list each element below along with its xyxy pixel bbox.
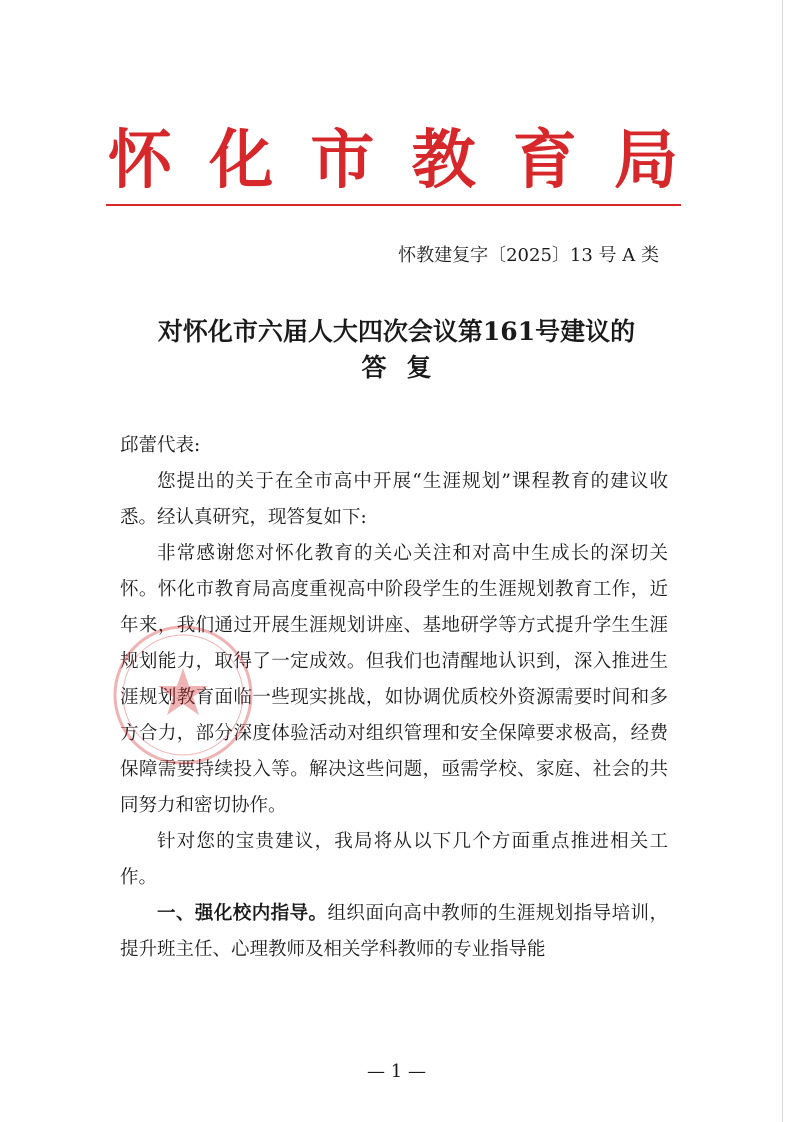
paragraph-3: 针对您的宝贵建议，我局将从以下几个方面重点推进相关工作。 xyxy=(120,831,668,888)
title-line-1: 对怀化市六届人大四次会议第161号建议的 xyxy=(157,317,636,346)
masthead-char: 化 xyxy=(209,124,274,198)
section-text: 组织面向高中教师的生涯规划指导培训，提升班主任、心理教师及相关学科教师的专业指导能 xyxy=(120,903,668,960)
section-heading: 一、强化校内指导。 xyxy=(157,903,328,924)
salutation: 邱蕾代表: xyxy=(120,435,201,456)
letter-body xyxy=(120,428,668,968)
agency-masthead xyxy=(108,118,678,204)
title-line-2: 答复 xyxy=(361,353,452,382)
red-divider-line xyxy=(106,204,681,206)
paragraph-2: 非常感谢您对怀化教育的关心关注和对高中生成长的深切关怀。怀化市教育局高度重视高中阶段学生的生涯规划教育工作，近年来，我们通过开展生涯规划讲座、基地研学等方式提升学生生涯规划能力，取得了一定成效。但我们也清醒地认识到，深入推进生涯规划教育面临一些现实挑战，如协调优质校外资源需要时间和多方合力，部分深度体验活动对组织管理和安全保障要求极高，经费保障需要持续投入等。解决这些问题，亟需学校、家庭、社会的共同努力和密切协作。 xyxy=(120,543,668,816)
paragraph-1: 您提出的关于在全市高中开展“生涯规划”课程教育的建议收悉。经认真研究，现答复如下: xyxy=(120,471,668,528)
masthead-char: 市 xyxy=(310,124,375,198)
masthead-char: 怀 xyxy=(108,124,172,198)
paragraph-4 xyxy=(120,896,668,968)
masthead-char: 育 xyxy=(512,124,577,198)
document-number: 怀教建复字〔2025〕13 号 A 类 xyxy=(398,245,659,266)
page-number: — 1 — xyxy=(367,1061,426,1082)
masthead-char: 教 xyxy=(411,124,476,198)
page-edge xyxy=(782,0,783,1122)
document-title xyxy=(100,314,693,386)
masthead-char: 局 xyxy=(613,124,678,198)
